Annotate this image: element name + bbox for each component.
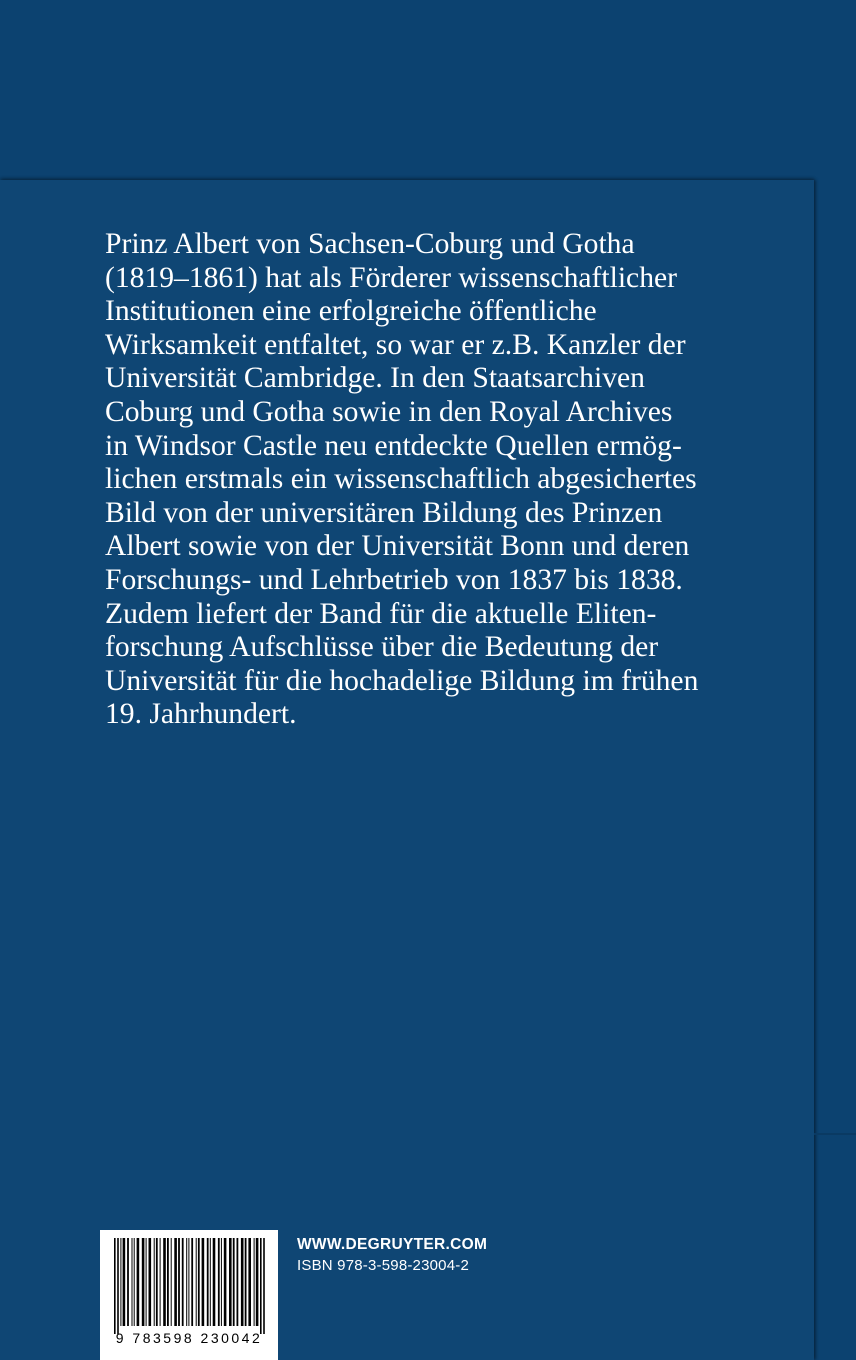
blurb-line: Universität für die hochadelige Bildung im frühen bbox=[105, 664, 699, 697]
publisher-info bbox=[297, 1235, 487, 1277]
blurb-line: Wirksamkeit entfaltet, so war er z.B. Kanzler der bbox=[105, 328, 686, 361]
blurb-line: in Windsor Castle neu entdeckte Quellen ermög- bbox=[105, 429, 682, 462]
blurb-line: (1819–1861) hat als Förderer wissenschaftlicher bbox=[105, 261, 677, 294]
blurb-line: Prinz Albert von Sachsen-Coburg und Gotha bbox=[105, 228, 635, 260]
barcode-number: 9 783598 230042 bbox=[115, 1330, 263, 1346]
blurb-line: lichen erstmals ein wissenschaftlich abgesichertes bbox=[105, 463, 697, 496]
blurb-line: Zudem liefert der Band für die aktuelle Eliten- bbox=[105, 597, 657, 630]
blurb-line: Forschungs- und Lehrbetrieb von 1837 bis 1838. bbox=[105, 563, 683, 596]
panel-edge-line bbox=[814, 1133, 856, 1135]
blurb-line: 19. Jahrhundert. bbox=[105, 698, 297, 731]
blurb-line: Institutionen eine erfolgreiche öffentliche bbox=[105, 295, 597, 328]
blurb-line: Coburg und Gotha sowie in den Royal Archives bbox=[105, 395, 673, 428]
barcode bbox=[100, 1230, 278, 1360]
blurb-text bbox=[105, 228, 725, 732]
blurb-line: Universität Cambridge. In den Staatsarchiven bbox=[105, 362, 645, 395]
isbn-text: ISBN 978-3-598-23004-2 bbox=[297, 1257, 470, 1274]
publisher-website: WWW.DEGRUYTER.COM bbox=[297, 1236, 488, 1253]
blurb-line: forschung Aufschlüsse über die Bedeutung der bbox=[105, 631, 659, 664]
blurb-line: Bild von der universitären Bildung des Prinzen bbox=[105, 496, 663, 529]
blurb-line: Albert sowie von der Universität Bonn und deren bbox=[105, 530, 690, 563]
